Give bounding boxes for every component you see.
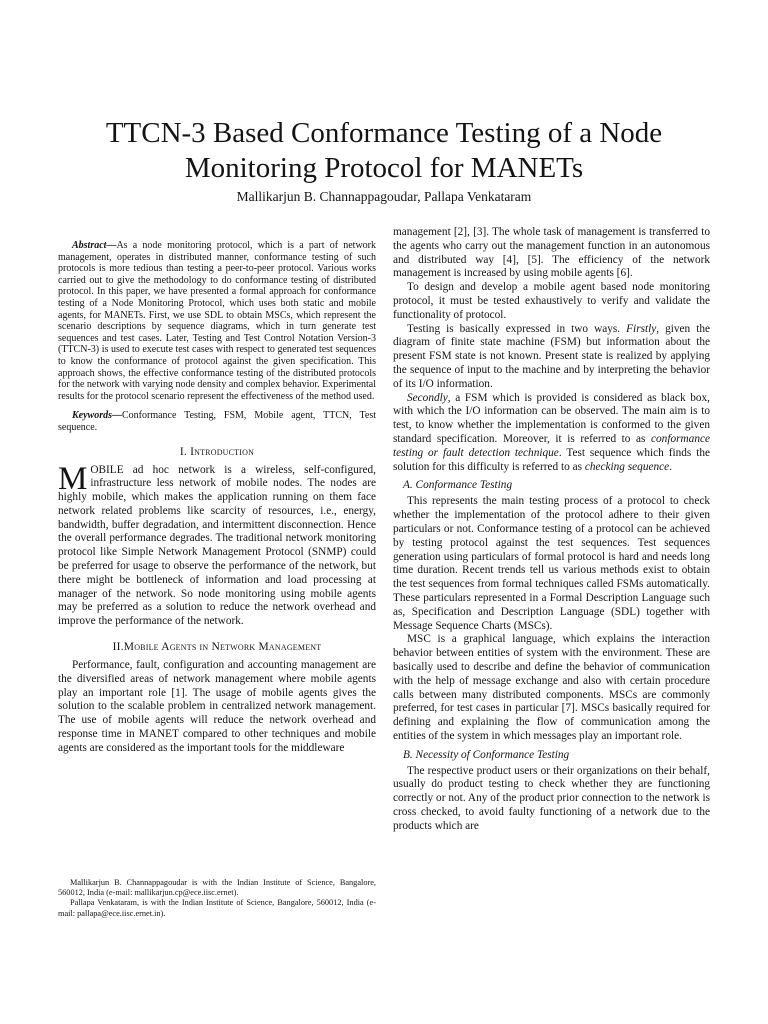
p3-firstly: Firstly bbox=[626, 322, 657, 335]
intro-paragraph bbox=[58, 460, 376, 630]
footnote-author-1: Mallikarjun B. Channappagoudar is with the Indian Institute of Science, Bangalore, 560012, India (e-mail: mallikarjun.cp@ece.iisc.ernet). bbox=[58, 878, 376, 898]
paper-authors: Mallikarjun B. Channappagoudar, Pallapa Venkataram bbox=[236, 189, 532, 204]
intro-text: OBILE ad hoc network is a wireless, self-configured, infrastructure less network of mobile nodes. The nodes are highly mobile, which makes the application running on them face network related problems like scarcity of resources, i.e., energy, bandwidth, buffer degradation, and intermittent disconnection. Hence the overall performance degrades. The traditional network monitoring protocol like Simple Network Management Protocol (SNMP) could be preferred for usage to observe the performance of the network, but there might be bottleneck of information and load processing at manager of the network. So node monitoring using mobile agents may be preferred as a solution to reduce the network overhead and improve the performance of the network. bbox=[58, 463, 376, 628]
right-paragraph-1: management [2], [3]. The whole task of management is transferred to the agents who carry out the management function in an autonomous and distributed way [4], [5]. The efficiency of the network management is increased by using mobile agents [6]. bbox=[393, 226, 710, 280]
p4-secondly: Secondly bbox=[407, 391, 448, 404]
p4-text-a: , a FSM which is provided is considered as black box, with which the I/O information can be observed. The main aim is to test, to know whether the implementation is conformed to the given standard specification. Moreover, it is referred to as bbox=[393, 391, 710, 445]
conformance-paragraph-1: This represents the main testing process of a protocol to check whether the implementation of the protocol adhere to their given particulars or not. Conformance testing of a protocol can be achieved by testing protocol against the test sequences. Test sequences generation using particulars of formal protocol is hard and needs long time duration. Recent trends tell us various methods exist to obtain the test sequences from formal techniques called FSMs automatically. These particulars represented in a Formal Description Language such as, Specification and Description Language (SDL) together with Message Sequence Charts (MSCs). bbox=[393, 495, 710, 632]
p4-emphasis-1: conformance testing or fault detection technique bbox=[393, 432, 710, 459]
subsection-heading-necessity: B. Necessity of Conformance Testing bbox=[403, 748, 570, 761]
keywords-label: Keywords— bbox=[72, 410, 122, 422]
right-paragraph-3 bbox=[393, 323, 710, 392]
abstract-label: Abstract— bbox=[72, 240, 117, 251]
p4-text-c: . bbox=[669, 460, 673, 473]
p3-lead: Testing is basically expressed in two ways. bbox=[407, 322, 621, 335]
p4-text-b: . Test sequence which finds the solution for this difficulty is referred to as bbox=[393, 446, 710, 473]
keywords-text: Conformance Testing, FSM, Mobile agent, TTCN, Test sequence. bbox=[58, 410, 376, 433]
right-column bbox=[393, 226, 710, 834]
mobile-agents-paragraph: Performance, fault, configuration and accounting management are the diversified areas of network management where mobile agents play an important role [1]. The usage of mobile agents gives the solution to the scalable problem in centralized network management. The use of mobile agents will reduce the network overhead and response time in MANET compared to other techniques and mobile agents are considered as the important tools for the middleware bbox=[58, 659, 376, 754]
abstract-text: As a node monitoring protocol, which is a part of network management, operates in distributed manner, conformance testing of such protocols is more tedious than testing a peer-to-peer protocol. Various works carried out to give the methodology to do conformance testing of distributed protocol. In this paper, we have presented a formal approach for conformance testing of a Node Monitoring Protocol, which uses both static and mobile agents, for MANETs. First, we use SDL to obtain MSCs, which represent the scenario descriptions by sequence diagrams, which in turn generate test sequences and test cases. Later, Testing and Test Control Notation Version-3 (TTCN-3) is used to execute test cases with respect to generated test sequences to know the conformance of protocol against the given specification. This approach shows, the effective conformance testing of the distributed protocols for the network with varying node density and complex behavior. Experimental results for the protocol scenario represent the effectiveness of the method used. bbox=[58, 240, 376, 402]
subsection-heading-conformance-testing: A. Conformance Testing bbox=[403, 479, 513, 492]
p3-rest: , given the diagram of finite state machine (FSM) but information about the present FSM state is not known. Present state is realized by applying the sequence of input to the machine and by interpreting the behavior of its I/O information. bbox=[393, 322, 711, 390]
necessity-paragraph-1: The respective product users or their organizations on their behalf, usually do product testing to check whether they are functioning correctly or not. Any of the product prior connection to the network is cross checked, to avoid faulty functioning of a network due to the products which are bbox=[393, 764, 710, 832]
footnotes bbox=[58, 878, 376, 919]
dropcap-letter: M bbox=[58, 460, 88, 497]
abstract bbox=[58, 240, 376, 402]
section-heading-introduction: I. Introduction bbox=[179, 445, 255, 458]
paper-title: TTCN-3 Based Conformance Testing of a Node Monitoring Protocol for MANETs bbox=[105, 117, 663, 184]
left-column bbox=[58, 240, 376, 756]
right-paragraph-4 bbox=[393, 392, 710, 475]
section-heading-mobile-agents: II.Mobile Agents in Network Management bbox=[112, 641, 322, 654]
footnote-author-2: Pallapa Venkataram, is with the Indian Institute of Science, Bangalore, 560012, India (e-mail: pallapa@ece.iisc.ernet.in). bbox=[58, 898, 376, 918]
keywords bbox=[58, 410, 376, 433]
p4-emphasis-2: checking sequence bbox=[584, 460, 670, 473]
conformance-paragraph-2: MSC is a graphical language, which explains the interaction behavior between entities of system with the environment. These are basically used to describe and define the behavior of communication with the help of message exchange and also with certain procedure calls between many distributed components. MSCs are commonly preferred, for test cases in particular [7]. MSCs basically required for defining and explaining the flow of communication among the entities of the system in which messages play an important role. bbox=[393, 633, 710, 742]
right-paragraph-2: To design and develop a mobile agent based node monitoring protocol, it must be tested exhaustively to verify and validate the functionality of protocol. bbox=[393, 281, 710, 321]
